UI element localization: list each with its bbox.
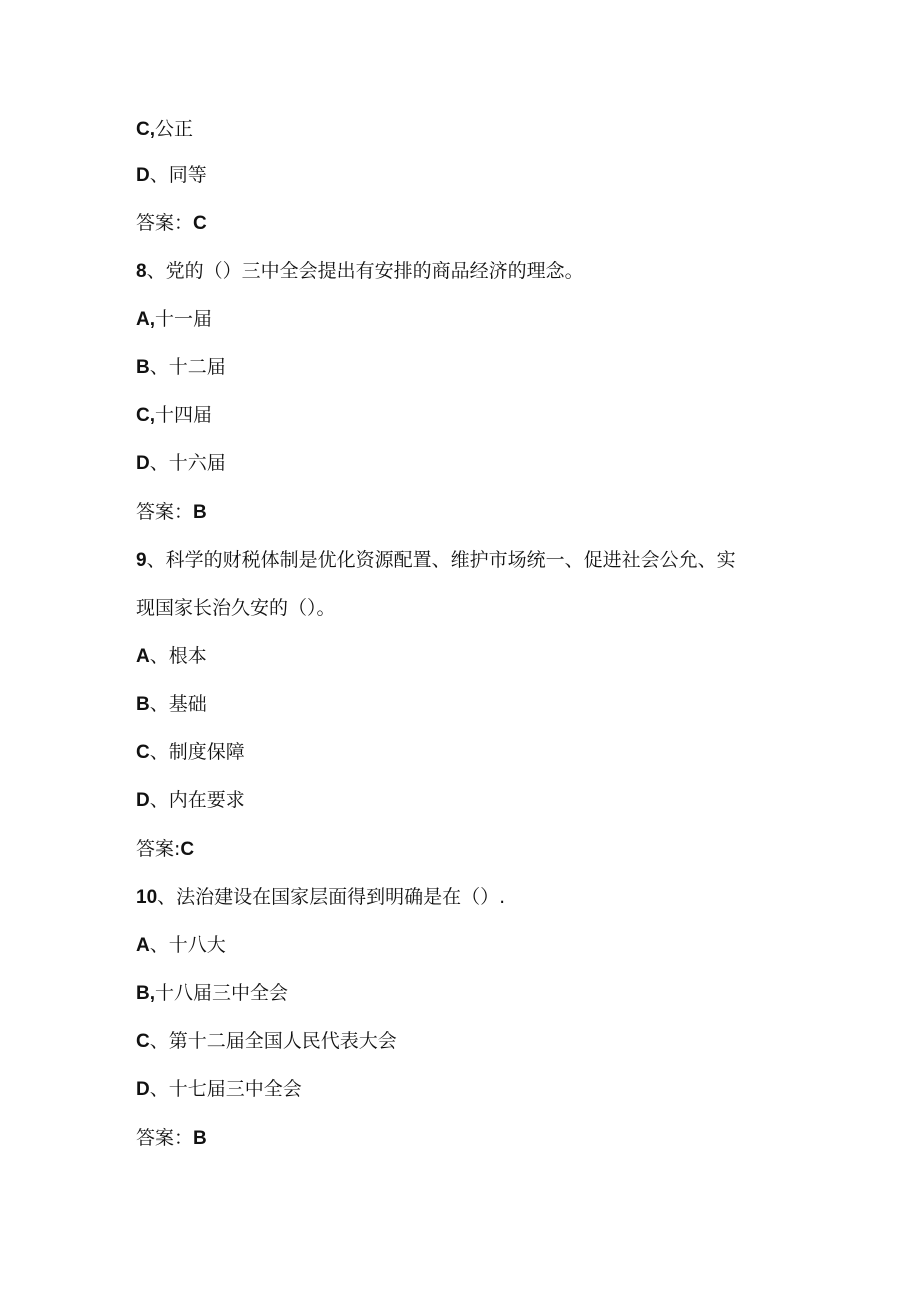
answer-value: B (193, 1128, 207, 1149)
answer-line (136, 833, 194, 865)
option-line (136, 303, 212, 335)
option-text: 公正 (155, 118, 194, 140)
answer-value: C (180, 839, 195, 860)
option-letter: C (136, 742, 150, 763)
option-text: 、十八大 (149, 934, 226, 956)
answer-label: 答案： (136, 501, 194, 523)
option-line (136, 929, 226, 961)
question-line (136, 881, 505, 913)
option-text: 、根本 (149, 645, 207, 667)
option-line (136, 351, 226, 383)
answer-line (136, 207, 207, 239)
option-letter: D (136, 453, 150, 474)
answer-label: 答案: (136, 838, 181, 860)
question-text: 现国家长治久安的（）。 (136, 597, 336, 619)
option-line (136, 1025, 397, 1057)
question-continuation (136, 592, 336, 624)
option-letter: C, (136, 405, 155, 426)
option-letter: C, (136, 119, 155, 140)
option-text: 十八届三中全会 (155, 982, 289, 1004)
option-letter: B (136, 694, 150, 715)
option-line (136, 784, 245, 816)
question-line (136, 255, 584, 287)
question-number: 8 (136, 261, 147, 282)
question-number: 10 (136, 887, 158, 908)
option-text: 、十六届 (149, 452, 226, 474)
option-letter: B (136, 357, 150, 378)
option-letter: D (136, 165, 150, 186)
option-text: 十四届 (155, 404, 213, 426)
option-text: 、制度保障 (149, 741, 245, 763)
question-line (136, 544, 736, 576)
option-letter: A (136, 646, 150, 667)
option-text: 、十七届三中全会 (149, 1078, 302, 1100)
option-text: 、十二届 (149, 356, 226, 378)
option-letter: B, (136, 983, 155, 1004)
option-line (136, 977, 288, 1009)
option-letter: D (136, 1079, 150, 1100)
answer-value: B (193, 502, 207, 523)
question-text: 、科学的财税体制是优化资源配置、维护市场统一、促进社会公允、实 (146, 549, 736, 571)
option-text: 、同等 (149, 164, 207, 186)
option-line (136, 736, 245, 768)
answer-line (136, 1122, 207, 1154)
question-text: 、法治建设在国家层面得到明确是在（）. (157, 886, 506, 908)
option-line (136, 159, 207, 191)
option-text: 、第十二届全国人民代表大会 (149, 1030, 397, 1052)
question-number: 9 (136, 550, 147, 571)
option-letter: A (136, 935, 150, 956)
answer-line (136, 496, 207, 528)
answer-label: 答案： (136, 1127, 194, 1149)
option-text: 、内在要求 (149, 789, 245, 811)
option-line (136, 1073, 302, 1105)
option-line (136, 447, 226, 479)
option-line (136, 640, 207, 672)
option-line (136, 113, 193, 145)
question-text: 、党的（）三中全会提出有安排的商品经济的理念。 (146, 260, 584, 282)
option-letter: D (136, 790, 150, 811)
answer-value: C (193, 213, 207, 234)
option-line (136, 399, 212, 431)
option-letter: C (136, 1031, 150, 1052)
answer-label: 答案： (136, 212, 194, 234)
option-letter: A, (136, 309, 155, 330)
option-line (136, 688, 207, 720)
option-text: 、基础 (149, 693, 207, 715)
option-text: 十一届 (155, 308, 213, 330)
